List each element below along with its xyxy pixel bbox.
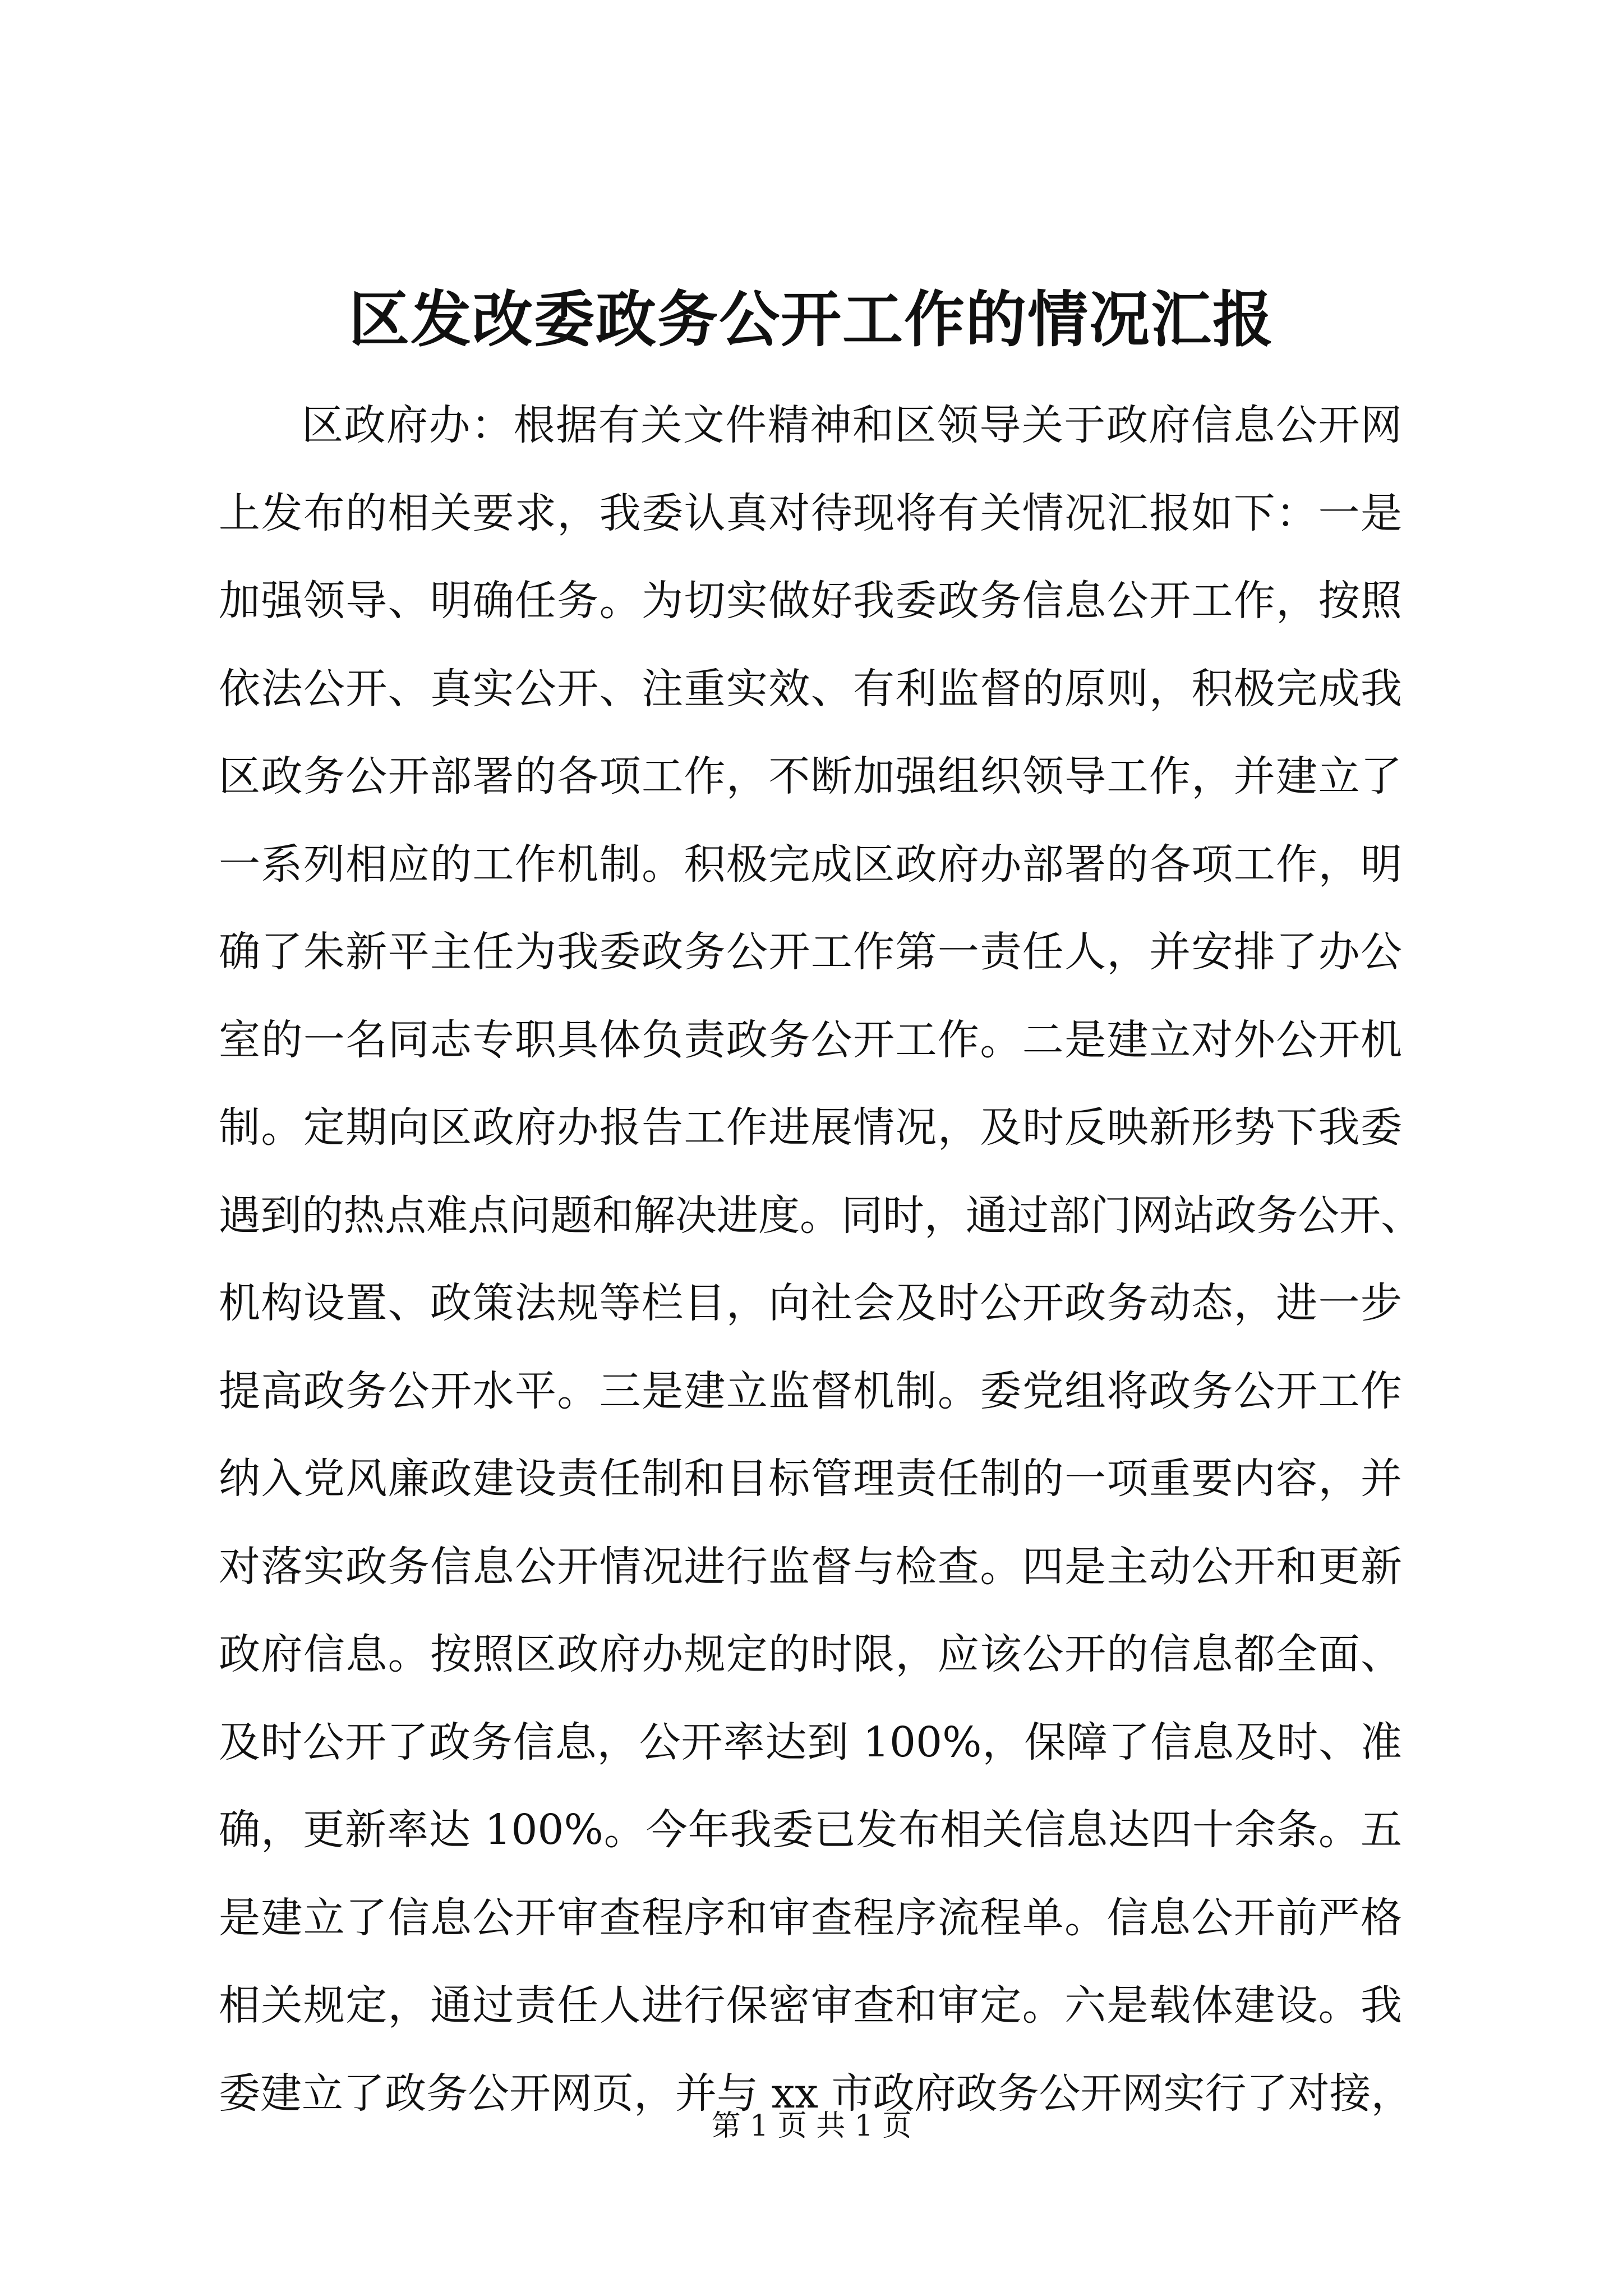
document-title: 区发改委政务公开工作的情况汇报 <box>348 284 1274 355</box>
body-line: 一系列相应的工作机制。积极完成区政府办部署的各项工作，明 <box>219 840 1402 889</box>
body-line: 相关规定，通过责任人进行保密审查和审定。六是载体建设。我 <box>219 1981 1402 2030</box>
body-line: 政府信息。按照区政府办规定的时限，应该公开的信息都全面、 <box>219 1630 1402 1678</box>
body-line: 委建立了政务公开网页，并与 xx 市政府政务公开网实行了对接， <box>219 2069 1413 2118</box>
body-line: 确了朱新平主任为我委政务公开工作第一责任人，并安排了办公 <box>219 928 1402 976</box>
page-footer: 第 1 页 共 1 页 <box>711 2109 912 2143</box>
body-line: 室的一名同志专职具体负责政务公开工作。二是建立对外公开机 <box>219 1015 1402 1064</box>
body-line: 上发布的相关要求，我委认真对待现将有关情况汇报如下：一是 <box>219 489 1402 537</box>
body-line: 对落实政务信息公开情况进行监督与检查。四是主动公开和更新 <box>219 1542 1402 1591</box>
body-line: 加强领导、明确任务。为切实做好我委政务信息公开工作，按照 <box>219 577 1402 625</box>
body-line: 是建立了信息公开审查程序和审查程序流程单。信息公开前严格 <box>219 1893 1402 1942</box>
body-line: 纳入党风廉政建设责任制和目标管理责任制的一项重要内容，并 <box>219 1455 1402 1503</box>
body-line: 确，更新率达 100%。今年我委已发布相关信息达四十余条。五 <box>219 1806 1402 1854</box>
document-body <box>219 381 1422 2137</box>
body-line: 依法公开、真实公开、注重实效、有利监督的原则，积极完成我 <box>219 664 1402 713</box>
body-line: 遇到的热点难点问题和解决进度。同时，通过部门网站政务公开、 <box>219 1191 1422 1240</box>
body-line: 区政府办：根据有关文件精神和区领导关于政府信息公开网 <box>302 401 1402 449</box>
body-line: 提高政务公开水平。三是建立监督机制。委党组将政务公开工作 <box>219 1366 1402 1415</box>
body-line: 机构设置、政策法规等栏目，向社会及时公开政务动态，进一步 <box>219 1279 1402 1327</box>
body-line: 制。定期向区政府办报告工作进展情况，及时反映新形势下我委 <box>219 1103 1402 1152</box>
body-line: 区政务公开部署的各项工作，不断加强组织领导工作，并建立了 <box>219 752 1402 800</box>
body-line: 及时公开了政务信息，公开率达到 100%，保障了信息及时、准 <box>219 1718 1402 1766</box>
